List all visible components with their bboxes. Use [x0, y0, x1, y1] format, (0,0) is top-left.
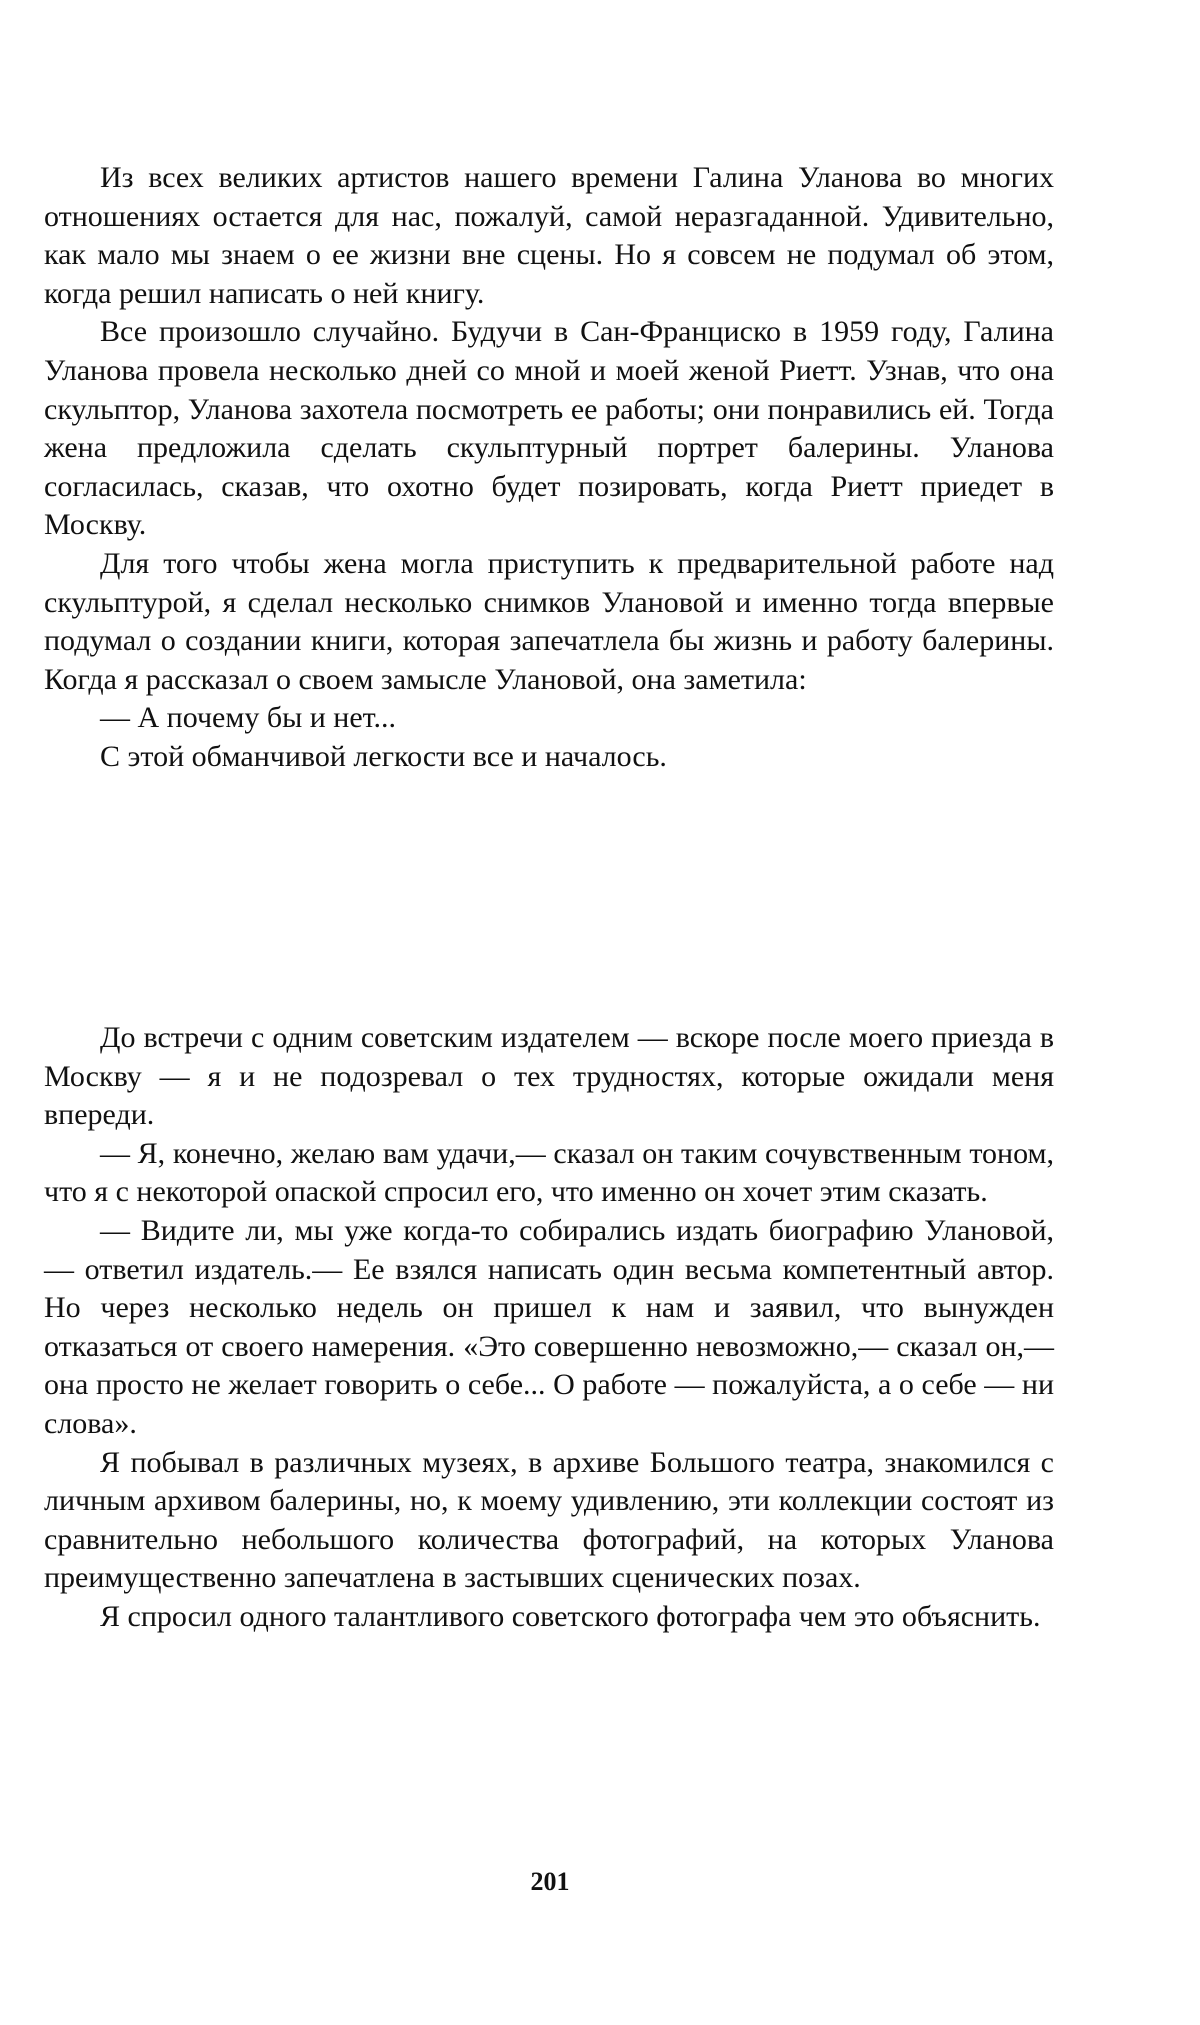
dialogue-line: — Видите ли, мы уже когда-то собирались издать биографию Улановой,— ответил издатель.— Ее взялся написать один весьма компетентный автор. Но через несколько недель он пришел к нам и заявил, что вынужден отказаться от своего намерения. «Это совершенно невозможно,— сказал он,— она просто не желает говорить о себе... О работе — пожалуйста, а о себе — ни слова».	[44, 1213, 1054, 1440]
text-section-1	[44, 159, 1054, 777]
text-section-2	[44, 1019, 1054, 1637]
paragraph: Все произошло случайно. Будучи в Сан-Франциско в 1959 году, Галина Уланова провела несколько дней со мной и моей женой Риетт. Узнав, что она скульптор, Уланова захотела посмотреть ее работы; они понравились ей. Тогда жена предложила сделать скульптурный портрет балерины. Уланова согласилась, сказав, что охотно будет позировать, когда Риетт приедет в Москву.	[44, 315, 1054, 542]
dialogue-line: — Я, конечно, желаю вам удачи,— сказал он таким сочувственным тоном, что я с некоторой опаской спросил его, что именно он хочет этим сказать.	[44, 1136, 1054, 1209]
paragraph: Для того чтобы жена могла приступить к предварительной работе над скульптурой, я сделал несколько снимков Улановой и именно тогда впервые подумал о создании книги, которая запечатлела бы жизнь и работу балерины. Когда я рассказал о своем замысле Улановой, она заметила:	[44, 546, 1054, 696]
paragraph: Из всех великих артистов нашего времени Галина Уланова во многих отношениях остается для нас, пожалуй, самой неразгаданной. Удивительно, как мало мы знаем о ее жизни вне сцены. Но я совсем не подумал об этом, когда решил написать о ней книгу.	[44, 161, 1054, 310]
dialogue-line: — А почему бы и нет...	[100, 701, 397, 735]
page-number: 201	[530, 1867, 570, 1896]
paragraph: До встречи с одним советским издателем — вскоре после моего приезда в Москву — я и не подозревал о тех трудностях, которые ожидали меня впереди.	[44, 1021, 1054, 1132]
paragraph: Я побывал в различных музеях, в архиве Большого театра, знакомился с личным архивом балерины, но, к моему удивлению, эти коллекции состоят из сравнительно небольшого количества фотографий, на которых Уланова преимущественно запечатлена в застывших сценических позах.	[44, 1445, 1054, 1595]
paragraph: Я спросил одного талантливого советского фотографа чем это объяснить.	[100, 1599, 1041, 1633]
paragraph: С этой обманчивой легкости все и началось.	[100, 739, 667, 773]
